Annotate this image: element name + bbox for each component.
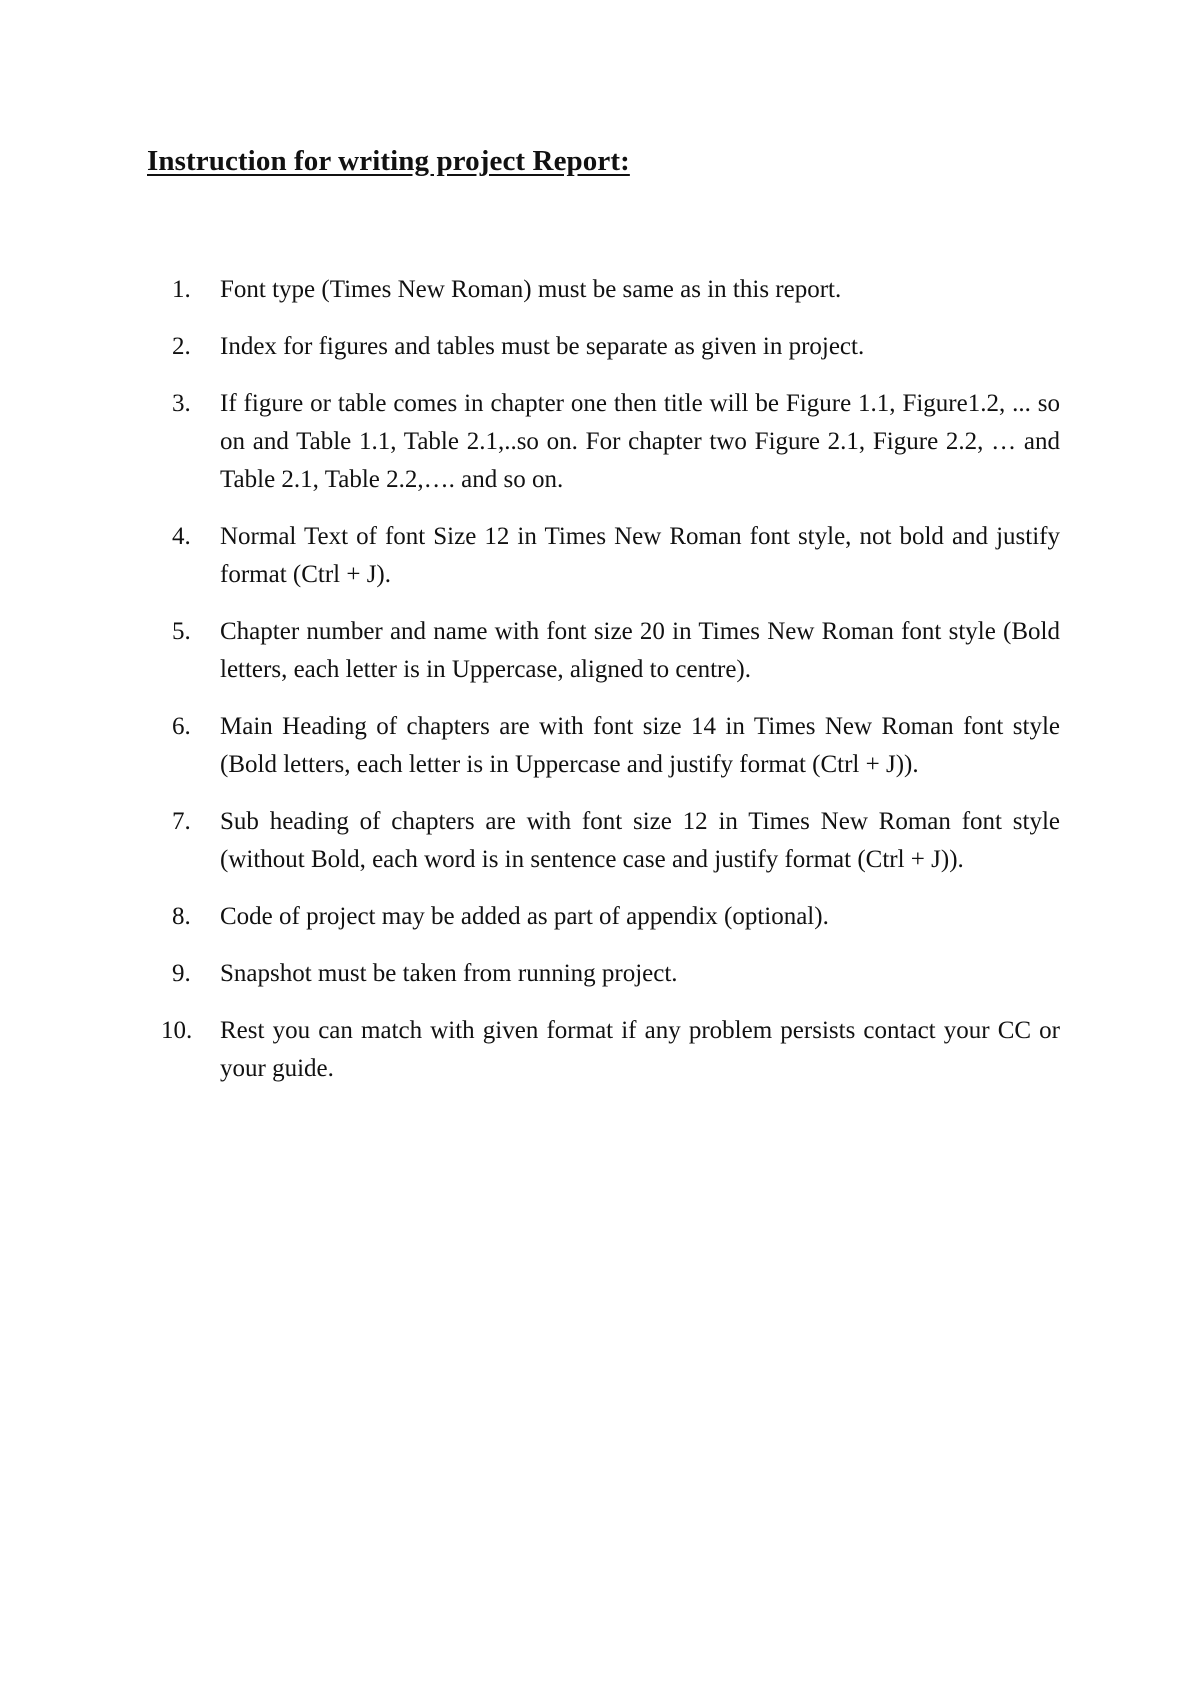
page-title: Instruction for writing project Report:: [147, 145, 630, 177]
list-item: [172, 385, 1060, 499]
list-item: [172, 803, 1060, 879]
list-item: [172, 518, 1060, 594]
item-text: Code of project may be added as part of appendix (optional).: [220, 903, 829, 930]
item-text: Snapshot must be taken from running project.: [220, 960, 678, 987]
list-item: [172, 271, 1060, 309]
item-text: Normal Text of font Size 12 in Times New Roman font style, not bold and justify format (Ctrl + J).: [220, 523, 1060, 588]
item-number: 7.: [172, 808, 191, 835]
item-text: Rest you can match with given format if any problem persists contact your CC or your guide.: [220, 1017, 1060, 1082]
item-text: Sub heading of chapters are with font size 12 in Times New Roman font style (without Bold, each word is in sentence case and justify format (Ctrl + J)).: [220, 808, 1060, 873]
item-number: 9.: [172, 960, 191, 987]
list-item: [172, 328, 1060, 366]
item-number: 2.: [172, 333, 191, 360]
item-text: If figure or table comes in chapter one then title will be Figure 1.1, Figure1.2, ... so on and Table 1.1, Table 2.1,..so on. For chapter two Figure 2.1, Figure 2.2, … and Table 2.1, Table 2.2,…. and so on.: [220, 390, 1060, 493]
list-item: [172, 708, 1060, 784]
instruction-list: [161, 271, 1060, 1107]
item-number: 4.: [172, 523, 191, 550]
item-number: 1.: [172, 276, 191, 303]
list-item: [161, 1012, 1060, 1088]
item-text: Index for figures and tables must be separate as given in project.: [220, 333, 865, 360]
item-text: Chapter number and name with font size 20 in Times New Roman font style (Bold letters, each letter is in Uppercase, aligned to centre).: [220, 618, 1060, 683]
item-text: Main Heading of chapters are with font size 14 in Times New Roman font style (Bold letters, each letter is in Uppercase and justify format (Ctrl + J)).: [220, 713, 1060, 778]
list-item: [172, 898, 1060, 936]
item-text: Font type (Times New Roman) must be same as in this report.: [220, 276, 842, 303]
item-number: 10.: [161, 1017, 193, 1044]
item-number: 3.: [172, 390, 191, 417]
item-number: 6.: [172, 713, 191, 740]
list-item: [172, 955, 1060, 993]
item-number: 5.: [172, 618, 191, 645]
item-number: 8.: [172, 903, 191, 930]
list-item: [172, 613, 1060, 689]
